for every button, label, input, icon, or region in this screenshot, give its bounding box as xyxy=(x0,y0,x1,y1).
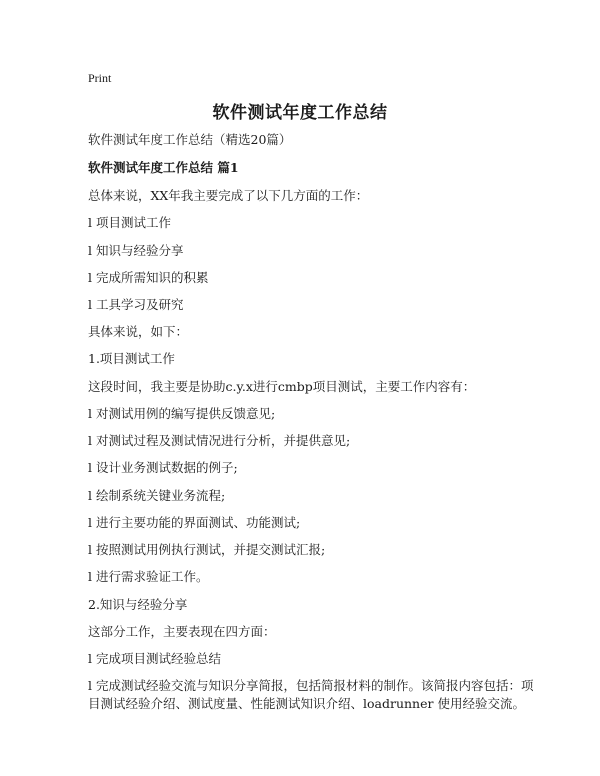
text-line: 这段时间，我主要是协助c.y.x进行cmbp项目测试，主要工作内容有： xyxy=(88,379,476,394)
bullet-item: l 知识与经验分享 xyxy=(88,243,184,258)
bullet-item: l 对测试用例的编写提供反馈意见; xyxy=(88,406,276,421)
bullet-item: l 完成项目测试经验总结 xyxy=(88,651,221,666)
last-paragraph xyxy=(88,677,534,713)
bullet-item: l 完成所需知识的积累 xyxy=(88,270,209,285)
section-heading: 软件测试年度工作总结 篇1 xyxy=(88,160,239,175)
document-subtitle: 软件测试年度工作总结（精选20篇） xyxy=(88,132,292,147)
text-line: 具体来说，如下： xyxy=(88,324,189,339)
print-label: Print xyxy=(88,71,112,85)
bullet-item: l 设计业务测试数据的例子; xyxy=(88,460,238,475)
numbered-heading: 1.项目测试工作 xyxy=(88,351,175,366)
bullet-item: l 对测试过程及测试情况进行分析，并提供意见; xyxy=(88,433,351,448)
bullet-item: l 项目测试工作 xyxy=(88,215,171,230)
bullet-item: l 按照测试用例执行测试，并提交测试汇报; xyxy=(88,542,326,557)
text-line: 总体来说，XX年我主要完成了以下几方面的工作： xyxy=(88,188,369,203)
paragraph-line: l 完成测试经验交流与知识分享简报，包括简报材料的制作。该简报内容包括：项 xyxy=(88,678,534,693)
paragraph-line: 目测试经验介绍、测试度量、性能测试知识介绍、loadrunner 使用经验交流。 xyxy=(88,696,525,711)
bullet-item: l 进行主要功能的界面测试、功能测试; xyxy=(88,515,301,530)
bullet-item: l 工具学习及研究 xyxy=(88,297,184,312)
text-line: 这部分工作，主要表现在四方面： xyxy=(88,624,276,639)
bullet-item: l 进行需求验证工作。 xyxy=(88,569,209,584)
numbered-heading: 2.知识与经验分享 xyxy=(88,597,188,612)
bullet-item: l 绘制系统关键业务流程; xyxy=(88,488,226,503)
document-title: 软件测试年度工作总结 xyxy=(212,103,388,123)
